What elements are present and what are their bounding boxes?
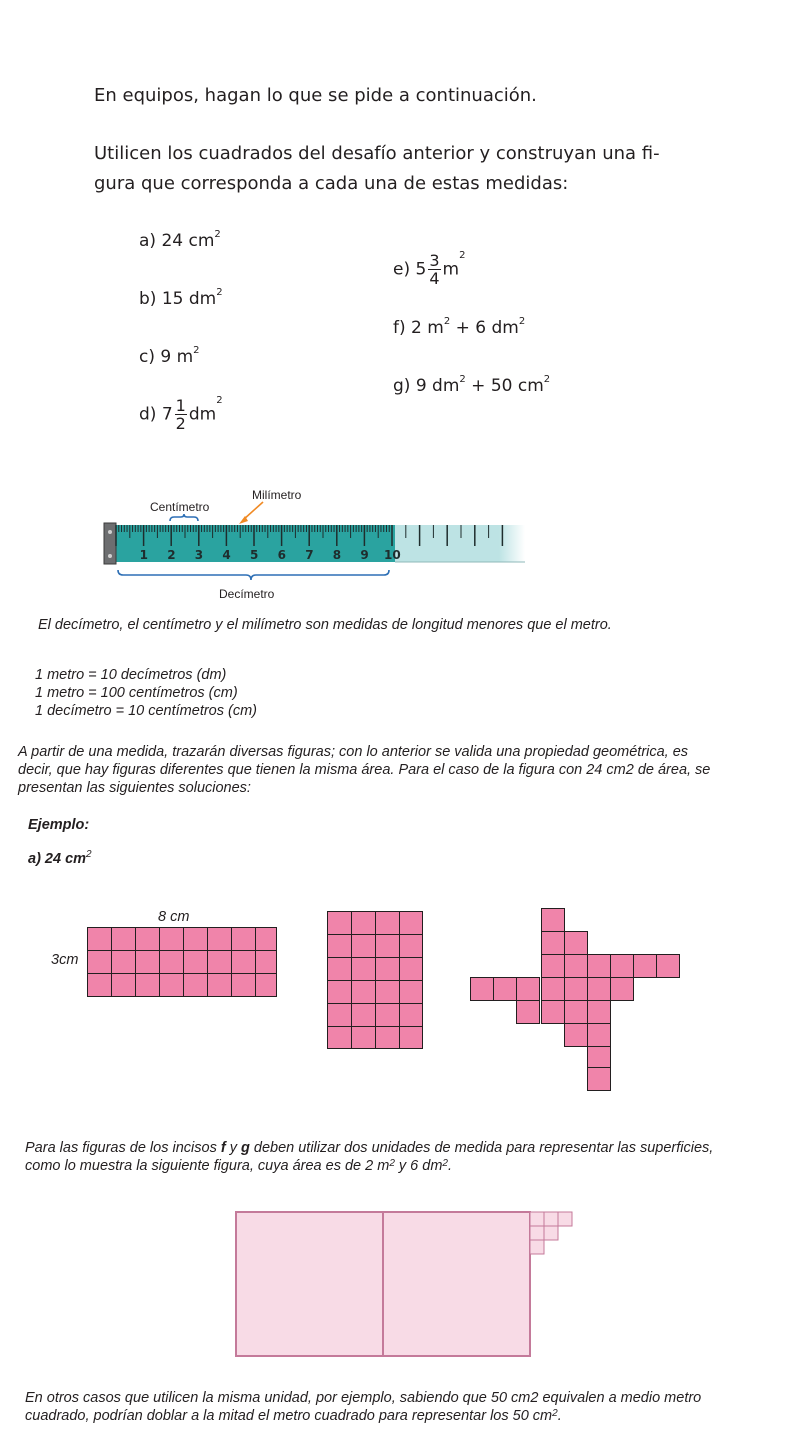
paragraph-line-1: A partir de una medida, trazarán diversas figuras; con lo anterior se valida una propiedad geométrica, es: [18, 744, 689, 760]
ruler-number-7: 7: [305, 548, 314, 562]
ruler-number-6: 6: [277, 548, 286, 562]
decimetro-brace: [118, 570, 389, 580]
final-paragraph: En otros casos que utilicen la misma unidad, por ejemplo, sabiendo que 50 cm2 equivalen a medio metro cuadrado, podrían doblar a la mitad el metro cuadrado para representar los 50 $cm^2$.: [25, 1390, 702, 1424]
figure-cross-shape: [470, 908, 686, 1090]
paragraph-line-3: presentan las siguientes soluciones:: [18, 780, 251, 796]
ruler-number-5: 5: [250, 548, 259, 562]
ruler-number-8: 8: [332, 548, 342, 562]
ruler-number-3: 3: [194, 548, 204, 562]
ruler-caption: El decímetro, el centímetro y el milímetro son medidas de longitud menores que el metro.: [38, 617, 612, 633]
measure-g: g) 9 $dm^2 + 50$ $cm^2$: [393, 374, 551, 396]
ruler-number-1: 1: [139, 548, 148, 562]
centimetro-brace: [170, 514, 198, 521]
label-decimetro: Decímetro: [219, 587, 275, 601]
milimetro-arrow-line: [243, 502, 263, 520]
figure-rectangle-4x6: [327, 911, 423, 1049]
ruler-number-9: 9: [360, 548, 369, 562]
figure-rectangle-8x3: [87, 927, 277, 997]
solutions-paragraph: [18, 743, 803, 797]
label-centimetro: Centímetro: [150, 500, 210, 514]
measure-c: c) 9 $m^2$: [139, 345, 200, 367]
label-8cm: 8 cm: [158, 909, 190, 925]
measure-d: d) 7 $\frac{1}{2}$ $dm^2$: [139, 395, 223, 433]
equivalence-2: 1 metro = 100 centímetros (cm): [35, 685, 238, 701]
task-line-2: gura que corresponda a cada una de estas medidas:: [94, 173, 569, 194]
equivalence-3: 1 decímetro = 10 centímetros (cm): [35, 703, 258, 719]
measure-e: e) 5 $\frac{3}{4}$ $m^2$: [393, 250, 466, 288]
ruler-number-2: 2: [167, 548, 176, 562]
paragraph-line-2: decir, que hay figuras diferentes que tienen la misma área. Para el caso de la figura con 24 cm2 de área, se: [18, 762, 711, 778]
ruler-number-4: 4: [222, 548, 231, 562]
label-3cm: 3cm: [51, 952, 79, 968]
fg-paragraph: Para las figuras de los incisos f y g deben utilizar dos unidades de medida para representar las superficies, como lo muestra la siguiente figura, cuya área es de 2 $m^2$ y 6 $dm^2$.: [25, 1140, 714, 1174]
example-item: a) 24 $cm^2$: [28, 849, 92, 867]
label-milimetro: Milímetro: [252, 488, 302, 502]
ruler-illustration: [95, 480, 535, 610]
area-figure-2m2-6dm2: [234, 1210, 576, 1360]
example-label: Ejemplo:: [28, 817, 90, 833]
intro-text: En equipos, hagan lo que se pide a continuación.: [94, 85, 537, 106]
measure-a: a) 24 $cm^2$: [139, 229, 221, 251]
ruler-light-section: [395, 525, 525, 562]
measure-f: f) 2 $m^2 + 6$ $dm^2$: [393, 316, 526, 338]
square-decimeters: [530, 1212, 572, 1254]
ruler-number-10: 10: [384, 548, 401, 562]
equivalence-1: 1 metro = 10 decímetros (dm): [35, 667, 227, 683]
measure-b: b) 15 $dm^2$: [139, 287, 223, 309]
equivalences: [35, 666, 257, 720]
task-line-1: Utilicen los cuadrados del desafío anterior y construyan una fi-: [94, 143, 660, 164]
